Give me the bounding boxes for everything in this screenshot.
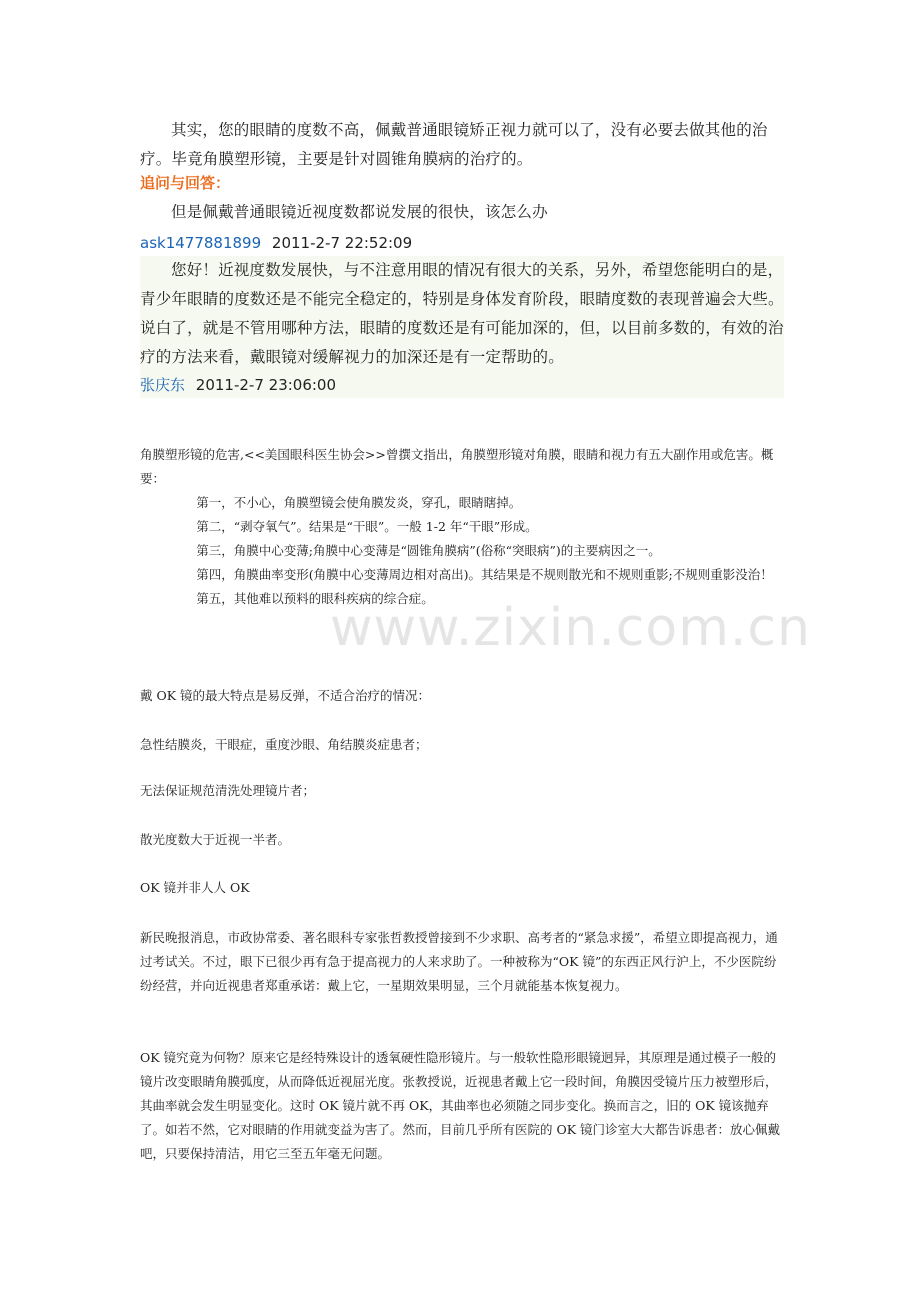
harm-intro: 角膜塑形镜的危害,<<美国眼科医生协会>>曾撰文指出，角膜塑形镜对角膜，眼睛和视力有五大副作用或危害。概要：: [140, 447, 774, 486]
harm-item: 第五，其他难以预料的眼科疾病的综合症。: [196, 591, 434, 606]
news-paragraph-block: [140, 926, 784, 998]
ok-heading: OK 镜并非人人 OK: [140, 880, 250, 895]
asker-time: 2011-2-7 22:52:09: [271, 234, 413, 252]
ok-heading-block: [140, 876, 784, 900]
unsuitable-paragraph: 戴 OK 镜的最大特点是易反弹，不适合治疗的情况：: [140, 688, 431, 703]
unsuitable-item-3: 散光度数大于近视一半者。: [140, 832, 291, 847]
followup-section-title: 追问与回答：: [140, 174, 231, 192]
unsuitable-paragraph-block: [140, 684, 784, 708]
unsuitable-item-1: 急性结膜炎，干眼症，重度沙眼、角结膜炎症患者；: [140, 737, 428, 752]
unsuitable-item-3-block: [140, 828, 784, 852]
answerer-name[interactable]: 张庆东: [140, 376, 186, 394]
followup-question: 但是佩戴普通眼镜近视度数都说发展的很快，该怎么办: [171, 203, 548, 221]
asker-name[interactable]: ask1477881899: [140, 234, 262, 252]
answer-intro: 其实，您的眼睛的度数不高，佩戴普通眼镜矫正视力就可以了，没有必要去做其他的治疗。毕竟角膜塑形镜，主要是针对圆锥角膜病的治疗的。: [140, 121, 768, 168]
harm-item: 第一，不小心，角膜塑镜会使角膜发炎，穿孔，眼睛瞎掉。: [196, 495, 522, 510]
qa-section: [140, 116, 784, 174]
unsuitable-item-1-block: [140, 733, 784, 757]
answerer-meta: [140, 374, 784, 396]
answerer-time: 2011-2-7 23:06:00: [195, 376, 337, 394]
what-paragraph-block: [140, 1046, 784, 1166]
unsuitable-item-2: 无法保证规范清洗处理镜片者；: [140, 783, 316, 798]
news-paragraph: 新民晚报消息，市政协常委、著名眼科专家张哲教授曾接到不少求职、高考者的“紧急求援”，希望立即提高视力，通过考试关。不过，眼下已很少再有急于提高视力的人来求助了。一种被称为“OK 镜”的东西正风行沪上，不少医院纷纷经营，并向近视患者郑重承诺：戴上它，一星期效果明显，三个月就能基本恢复视力。: [140, 930, 778, 993]
followup-answer-box: [140, 256, 784, 398]
harm-item: 第三，角膜中心变薄;角膜中心变薄是“圆锥角膜病”(俗称“突眼病”)的主要病因之一。: [196, 543, 661, 558]
harm-section: [140, 443, 784, 611]
unsuitable-item-2-block: [140, 779, 784, 803]
followup-question-block: [140, 198, 784, 227]
followup-answer: 您好！近视度数发展快，与不注意用眼的情况有很大的关系，另外，希望您能明白的是，青少年眼睛的度数还是不能完全稳定的，特别是身体发育阶段，眼睛度数的表现普遍会大些。说白了，就是不管用哪种方法，眼睛的度数还是有可能加深的，但，以目前多数的，有效的治疗的方法来看，戴眼镜对缓解视力的加深还是有一定帮助的。: [140, 261, 784, 366]
asker-meta: [140, 232, 412, 254]
what-is-ok-paragraph: OK 镜究竟为何物？原来它是经特殊设计的透氧硬性隐形镜片。与一般软性隐形眼镜迥异，其原理是通过模子一般的镜片改变眼睛角膜弧度，从而降低近视屈光度。张教授说，近视患者戴上它一段时间，角膜因受镜片压力被塑形后，其曲率就会发生明显变化。这时 OK 镜片就不再 OK，其曲率也必须随之同步变化。换而言之，旧的 OK 镜该抛弃了。如若不然，它对眼睛的作用就变益为害了。然而，目前几乎所有医院的 OK 镜门诊室大大都告诉患者：放心佩戴吧，只要保持清洁，用它三至五年毫无问题。: [140, 1050, 781, 1161]
harm-item: 第四，角膜曲率变形(角膜中心变薄周边相对高出)。其结果是不规则散光和不规则重影;不规则重影没治！: [196, 567, 773, 582]
watermark-text: www.zixin.com.cn: [330, 598, 811, 658]
harm-item: 第二，“剥夺氧气”。结果是“干眼”。一般 1-2 年“干眼”形成。: [196, 519, 538, 534]
